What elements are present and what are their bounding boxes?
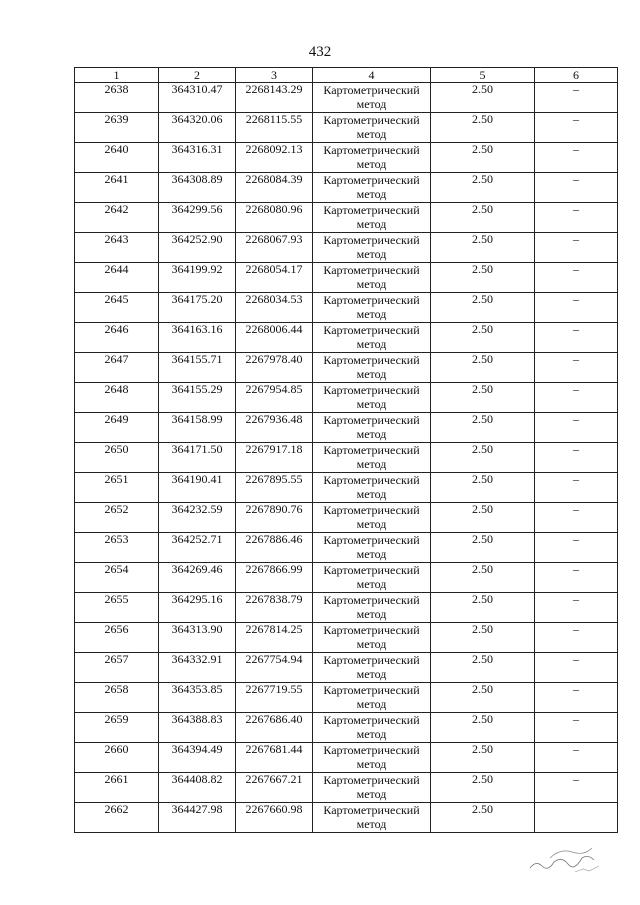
table-row <box>75 263 618 293</box>
accuracy-cell: 2.50 <box>431 563 535 593</box>
point-number-cell: 2655 <box>75 593 159 623</box>
point-number-cell: 2640 <box>75 143 159 173</box>
accuracy-cell: 2.50 <box>431 683 535 713</box>
column-header-4: 4 <box>313 68 431 83</box>
y-coordinate-cell: 2267681.44 <box>236 743 313 773</box>
column-header-6: 6 <box>535 68 618 83</box>
accuracy-cell: 2.50 <box>431 713 535 743</box>
point-number-cell: 2653 <box>75 533 159 563</box>
method-cell: Картометрический метод <box>313 353 431 383</box>
accuracy-cell: 2.50 <box>431 803 535 833</box>
x-coordinate-cell: 364313.90 <box>159 623 236 653</box>
table-row <box>75 383 618 413</box>
table-row <box>75 203 618 233</box>
table-row <box>75 803 618 833</box>
method-cell: Картометрический метод <box>313 293 431 323</box>
table-row <box>75 503 618 533</box>
point-number-cell: 2656 <box>75 623 159 653</box>
table-row <box>75 623 618 653</box>
x-coordinate-cell: 364388.83 <box>159 713 236 743</box>
table-row <box>75 653 618 683</box>
y-coordinate-cell: 2268054.17 <box>236 263 313 293</box>
note-cell: – <box>535 593 618 623</box>
method-cell: Картометрический метод <box>313 563 431 593</box>
table-row <box>75 353 618 383</box>
y-coordinate-cell: 2267936.48 <box>236 413 313 443</box>
y-coordinate-cell: 2268084.39 <box>236 173 313 203</box>
table-row <box>75 683 618 713</box>
note-cell: – <box>535 533 618 563</box>
point-number-cell: 2639 <box>75 113 159 143</box>
y-coordinate-cell: 2267660.98 <box>236 803 313 833</box>
x-coordinate-cell: 364163.16 <box>159 323 236 353</box>
accuracy-cell: 2.50 <box>431 533 535 563</box>
accuracy-cell: 2.50 <box>431 743 535 773</box>
table-row <box>75 563 618 593</box>
note-cell: – <box>535 143 618 173</box>
x-coordinate-cell: 364320.06 <box>159 113 236 143</box>
note-cell <box>535 803 618 833</box>
note-cell: – <box>535 263 618 293</box>
table-row <box>75 143 618 173</box>
x-coordinate-cell: 364308.89 <box>159 173 236 203</box>
table-row <box>75 113 618 143</box>
x-coordinate-cell: 364175.20 <box>159 293 236 323</box>
page-number: 432 <box>308 44 332 60</box>
method-cell: Картометрический метод <box>313 383 431 413</box>
table-row <box>75 323 618 353</box>
x-coordinate-cell: 364332.91 <box>159 653 236 683</box>
x-coordinate-cell: 364171.50 <box>159 443 236 473</box>
point-number-cell: 2652 <box>75 503 159 533</box>
note-cell: – <box>535 713 618 743</box>
accuracy-cell: 2.50 <box>431 143 535 173</box>
x-coordinate-cell: 364295.16 <box>159 593 236 623</box>
method-cell: Картометрический метод <box>313 443 431 473</box>
note-cell: – <box>535 323 618 353</box>
note-cell: – <box>535 233 618 263</box>
x-coordinate-cell: 364316.31 <box>159 143 236 173</box>
accuracy-cell: 2.50 <box>431 623 535 653</box>
x-coordinate-cell: 364408.82 <box>159 773 236 803</box>
method-cell: Картометрический метод <box>313 623 431 653</box>
accuracy-cell: 2.50 <box>431 443 535 473</box>
note-cell: – <box>535 443 618 473</box>
y-coordinate-cell: 2267917.18 <box>236 443 313 473</box>
point-number-cell: 2661 <box>75 773 159 803</box>
method-cell: Картометрический метод <box>313 803 431 833</box>
accuracy-cell: 2.50 <box>431 83 535 113</box>
method-cell: Картометрический метод <box>313 743 431 773</box>
accuracy-cell: 2.50 <box>431 293 535 323</box>
point-number-cell: 2642 <box>75 203 159 233</box>
point-number-cell: 2658 <box>75 683 159 713</box>
y-coordinate-cell: 2267754.94 <box>236 653 313 683</box>
point-number-cell: 2662 <box>75 803 159 833</box>
y-coordinate-cell: 2267890.76 <box>236 503 313 533</box>
note-cell: – <box>535 653 618 683</box>
method-cell: Картометрический метод <box>313 233 431 263</box>
y-coordinate-cell: 2268067.93 <box>236 233 313 263</box>
y-coordinate-cell: 2268006.44 <box>236 323 313 353</box>
note-cell: – <box>535 563 618 593</box>
table-row <box>75 533 618 563</box>
y-coordinate-cell: 2267686.40 <box>236 713 313 743</box>
note-cell: – <box>535 683 618 713</box>
y-coordinate-cell: 2268143.29 <box>236 83 313 113</box>
note-cell: – <box>535 203 618 233</box>
table-row <box>75 443 618 473</box>
y-coordinate-cell: 2267978.40 <box>236 353 313 383</box>
column-header-5: 5 <box>431 68 535 83</box>
point-number-cell: 2651 <box>75 473 159 503</box>
y-coordinate-cell: 2268115.55 <box>236 113 313 143</box>
point-number-cell: 2646 <box>75 323 159 353</box>
x-coordinate-cell: 364199.92 <box>159 263 236 293</box>
y-coordinate-cell: 2267954.85 <box>236 383 313 413</box>
point-number-cell: 2647 <box>75 353 159 383</box>
accuracy-cell: 2.50 <box>431 323 535 353</box>
point-number-cell: 2650 <box>75 443 159 473</box>
note-cell: – <box>535 773 618 803</box>
note-cell: – <box>535 293 618 323</box>
x-coordinate-cell: 364310.47 <box>159 83 236 113</box>
x-coordinate-cell: 364299.56 <box>159 203 236 233</box>
method-cell: Картометрический метод <box>313 143 431 173</box>
accuracy-cell: 2.50 <box>431 773 535 803</box>
table-row <box>75 173 618 203</box>
note-cell: – <box>535 83 618 113</box>
point-number-cell: 2645 <box>75 293 159 323</box>
method-cell: Картометрический метод <box>313 503 431 533</box>
point-number-cell: 2638 <box>75 83 159 113</box>
x-coordinate-cell: 364155.71 <box>159 353 236 383</box>
x-coordinate-cell: 364394.49 <box>159 743 236 773</box>
x-coordinate-cell: 364252.90 <box>159 233 236 263</box>
column-header-1: 1 <box>75 68 159 83</box>
x-coordinate-cell: 364252.71 <box>159 533 236 563</box>
method-cell: Картометрический метод <box>313 593 431 623</box>
y-coordinate-cell: 2268080.96 <box>236 203 313 233</box>
method-cell: Картометрический метод <box>313 323 431 353</box>
method-cell: Картометрический метод <box>313 473 431 503</box>
accuracy-cell: 2.50 <box>431 233 535 263</box>
accuracy-cell: 2.50 <box>431 413 535 443</box>
table-row <box>75 233 618 263</box>
method-cell: Картометрический метод <box>313 263 431 293</box>
note-cell: – <box>535 413 618 443</box>
accuracy-cell: 2.50 <box>431 263 535 293</box>
note-cell: – <box>535 473 618 503</box>
point-number-cell: 2660 <box>75 743 159 773</box>
table-row <box>75 743 618 773</box>
method-cell: Картометрический метод <box>313 413 431 443</box>
note-cell: – <box>535 113 618 143</box>
x-coordinate-cell: 364427.98 <box>159 803 236 833</box>
accuracy-cell: 2.50 <box>431 473 535 503</box>
point-number-cell: 2643 <box>75 233 159 263</box>
table-row <box>75 413 618 443</box>
method-cell: Картометрический метод <box>313 173 431 203</box>
table-row <box>75 593 618 623</box>
y-coordinate-cell: 2267886.46 <box>236 533 313 563</box>
accuracy-cell: 2.50 <box>431 593 535 623</box>
method-cell: Картометрический метод <box>313 83 431 113</box>
method-cell: Картометрический метод <box>313 653 431 683</box>
x-coordinate-cell: 364155.29 <box>159 383 236 413</box>
x-coordinate-cell: 364232.59 <box>159 503 236 533</box>
note-cell: – <box>535 743 618 773</box>
method-cell: Картометрический метод <box>313 713 431 743</box>
x-coordinate-cell: 364269.46 <box>159 563 236 593</box>
header-row <box>75 68 618 83</box>
table-body <box>75 83 618 833</box>
accuracy-cell: 2.50 <box>431 113 535 143</box>
note-cell: – <box>535 503 618 533</box>
y-coordinate-cell: 2267667.21 <box>236 773 313 803</box>
table-row <box>75 293 618 323</box>
x-coordinate-cell: 364158.99 <box>159 413 236 443</box>
x-coordinate-cell: 364190.41 <box>159 473 236 503</box>
y-coordinate-cell: 2267838.79 <box>236 593 313 623</box>
point-number-cell: 2648 <box>75 383 159 413</box>
table-row <box>75 83 618 113</box>
column-header-3: 3 <box>236 68 313 83</box>
point-number-cell: 2657 <box>75 653 159 683</box>
y-coordinate-cell: 2268034.53 <box>236 293 313 323</box>
point-number-cell: 2659 <box>75 713 159 743</box>
method-cell: Картометрический метод <box>313 203 431 233</box>
table-row <box>75 773 618 803</box>
y-coordinate-cell: 2268092.13 <box>236 143 313 173</box>
point-number-cell: 2649 <box>75 413 159 443</box>
accuracy-cell: 2.50 <box>431 173 535 203</box>
note-cell: – <box>535 173 618 203</box>
coordinates-table <box>74 67 618 833</box>
point-number-cell: 2644 <box>75 263 159 293</box>
accuracy-cell: 2.50 <box>431 353 535 383</box>
y-coordinate-cell: 2267814.25 <box>236 623 313 653</box>
accuracy-cell: 2.50 <box>431 503 535 533</box>
x-coordinate-cell: 364353.85 <box>159 683 236 713</box>
note-cell: – <box>535 623 618 653</box>
handwritten-signature <box>520 838 620 878</box>
accuracy-cell: 2.50 <box>431 203 535 233</box>
table-row <box>75 713 618 743</box>
method-cell: Картометрический метод <box>313 683 431 713</box>
method-cell: Картометрический метод <box>313 773 431 803</box>
y-coordinate-cell: 2267719.55 <box>236 683 313 713</box>
point-number-cell: 2641 <box>75 173 159 203</box>
table-row <box>75 473 618 503</box>
y-coordinate-cell: 2267866.99 <box>236 563 313 593</box>
note-cell: – <box>535 383 618 413</box>
point-number-cell: 2654 <box>75 563 159 593</box>
column-header-2: 2 <box>159 68 236 83</box>
y-coordinate-cell: 2267895.55 <box>236 473 313 503</box>
accuracy-cell: 2.50 <box>431 653 535 683</box>
accuracy-cell: 2.50 <box>431 383 535 413</box>
method-cell: Картометрический метод <box>313 533 431 563</box>
method-cell: Картометрический метод <box>313 113 431 143</box>
note-cell: – <box>535 353 618 383</box>
